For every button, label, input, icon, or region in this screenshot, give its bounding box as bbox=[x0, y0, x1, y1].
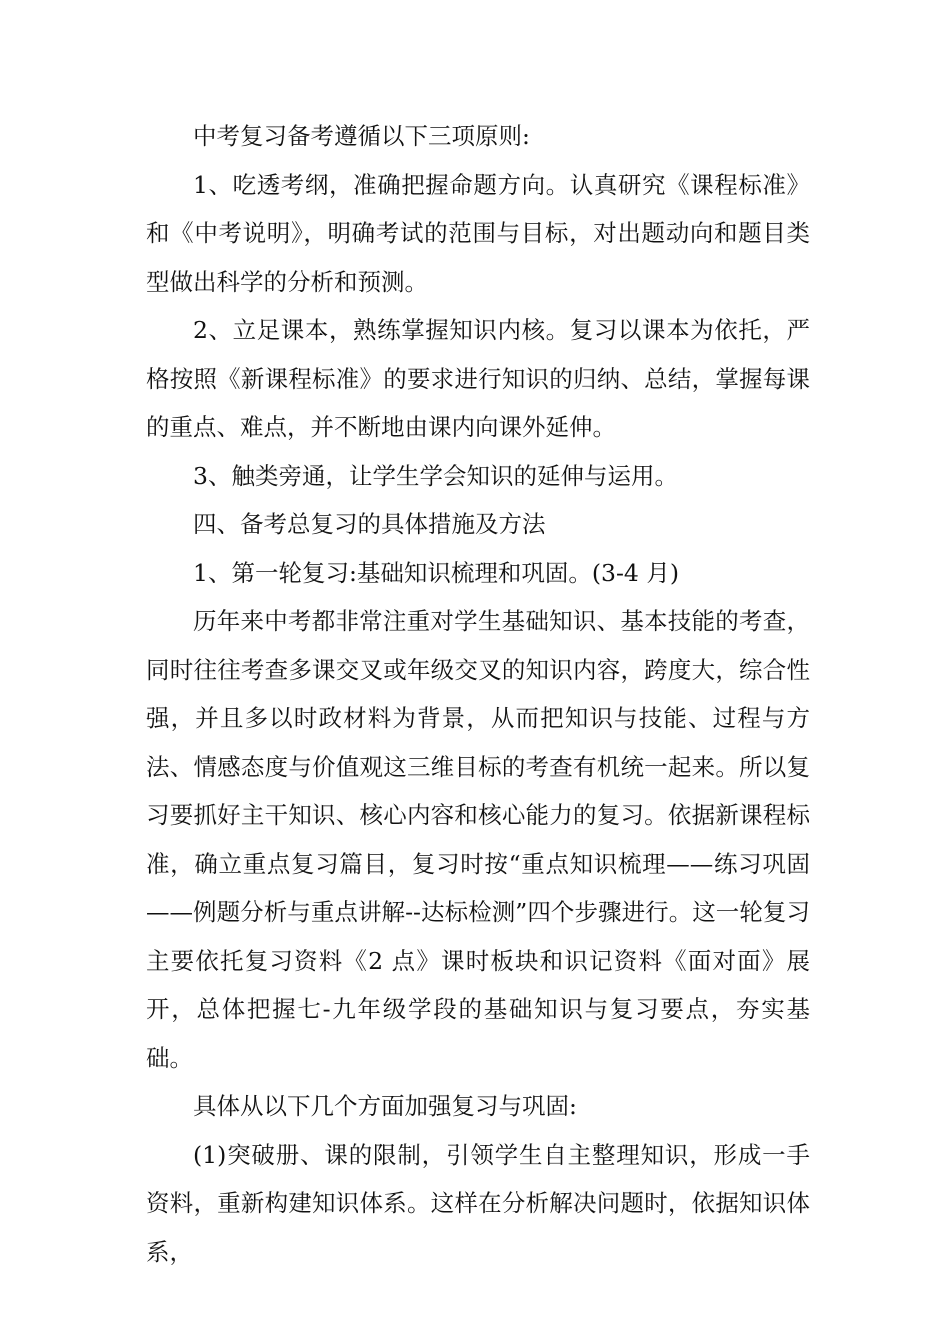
paragraph-aspects-intro: 具体从以下几个方面加强复习与巩固: bbox=[193, 1092, 577, 1120]
document-body bbox=[146, 112, 810, 1276]
paragraph-first-round-detail: 历年来中考都非常注重对学生基础知识、基本技能的考查，同时往往考查多课交叉或年级交叉的知识内容，跨度大，综合性强，并且多以时政材料为背景，从而把知识与技能、过程与方法、情感态度与价值观这三维目标的考查有机统一起来。所以复习要抓好主干知识、核心内容和核心能力的复习。依据新课程标准，确立重点复习篇目，复习时按“重点知识梳理——练习巩固——例题分析与重点讲解--达标检测”四个步骤进行。这一轮复习主要依托复习资料《2 点》课时板块和识记资料《面对面》展开，总体把握七-九年级学段的基础知识与复习要点，夯实基础。 bbox=[146, 607, 810, 1072]
paragraph-principle-1: 1、吃透考纲，准确把握命题方向。认真研究《课程标准》和《中考说明》，明确考试的范围与目标，对出题动向和题目类型做出科学的分析和预测。 bbox=[146, 170, 810, 296]
paragraph-aspect-1: (1)突破册、课的限制，引领学生自主整理知识，形成一手资料，重新构建知识体系。这样在分析解决问题时，依据知识体系， bbox=[146, 1140, 810, 1266]
paragraph-principle-2: 2、立足课本，熟练掌握知识内核。复习以课本为依托，严格按照《新课程标准》的要求进行知识的归纳、总结，掌握每课的重点、难点，并不断地由课内向课外延伸。 bbox=[146, 316, 810, 441]
subheading-first-round: 1、第一轮复习:基础知识梳理和巩固。(3-4 月) bbox=[193, 558, 680, 587]
paragraph-principle-3: 3、触类旁通，让学生学会知识的延伸与运用。 bbox=[193, 461, 678, 490]
section-heading-measures: 四、备考总复习的具体措施及方法 bbox=[193, 510, 546, 538]
paragraph-principles-intro: 中考复习备考遵循以下三项原则: bbox=[193, 122, 530, 150]
